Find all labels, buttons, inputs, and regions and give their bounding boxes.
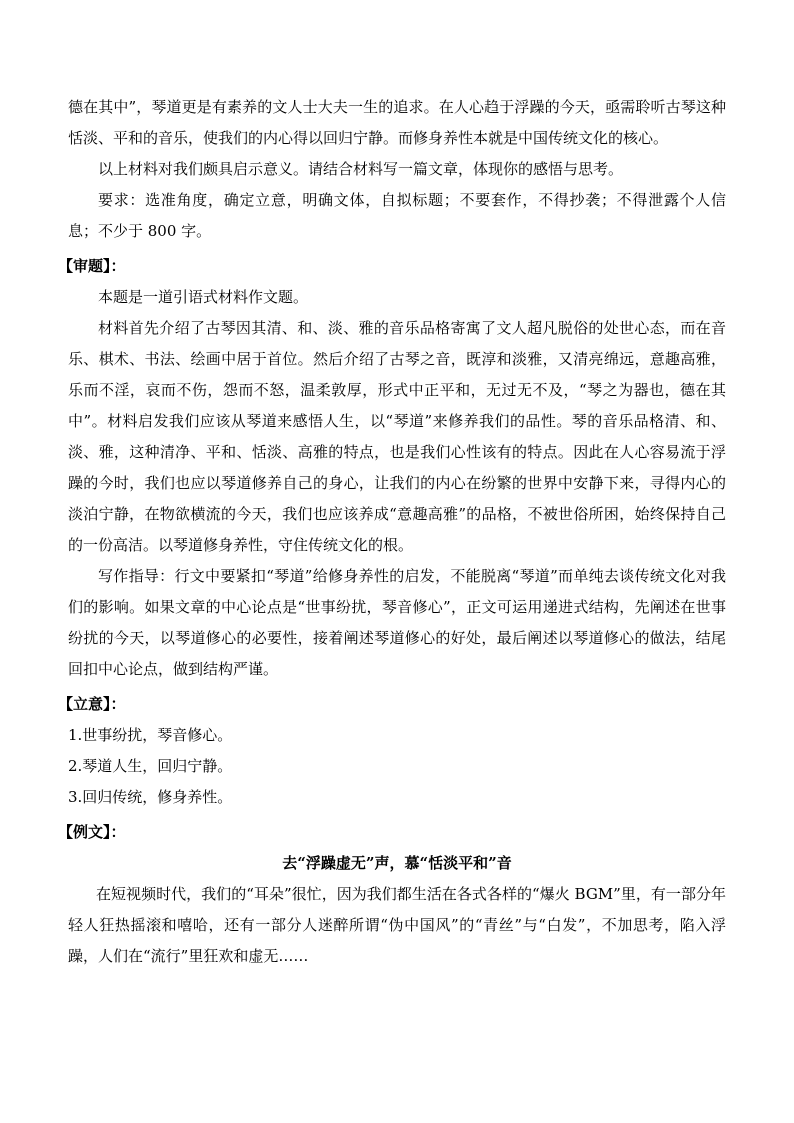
- analysis-paragraph-2: 材料首先介绍了古琴因其清、和、淡、雅的音乐品格寄寓了文人超凡脱俗的处世心态，而在音乐、棋术、书法、绘画中居于首位。然后介绍了古琴之音，既淳和淡雅，又清亮绵远，意趣高雅，乐而不淫，哀而不伤，怨而不怒，温柔敦厚，形式中正平和，无过无不及，“琴之为器也，德在其中”。材料启发我们应该从琴道来感悟人生，以“琴道”来修养我们的品性。琴的音乐品格清、和、淡、雅，这种清净、平和、恬淡、高雅的特点，也是我们心性该有的特点。因此在人心容易流于浮躁的今时，我们也应以琴道修养自己的身心，让我们的内心在纷繁的世界中安静下来，寻得内心的淡泊宁静，在物欲横流的今天，我们也应该养成“意趣高雅”的品格，不被世俗所困，始终保持自己的一份高洁。以琴道修身养性，守住传统文化的根。: [68, 319, 726, 554]
- analysis-heading: 【审题】：: [58, 257, 126, 275]
- idea-item-3: 3.回归传统，修身养性。: [68, 788, 233, 806]
- idea-item-2: 2.琴道人生，回归宁静。: [68, 757, 233, 775]
- ideas-heading: 【立意】：: [58, 695, 126, 713]
- analysis-paragraph-1: 本题是一道引语式材料作文题。: [98, 288, 309, 306]
- material-paragraph-continued: 德在其中”，琴道更是有素养的文人士大夫一生的追求。在人心趋于浮躁的今天，亟需聆听古琴这种恬淡、平和的音乐，使我们的内心得以回归宁静。而修身养性本就是中国传统文化的核心。: [68, 98, 726, 147]
- example-title: 去“浮躁虚无”声，慕“恬淡平和”音: [282, 854, 512, 872]
- material-instruction: 以上材料对我们颇具启示意义。请结合材料写一篇文章，体现你的感悟与思考。: [98, 160, 624, 178]
- example-paragraph-1: 在短视频时代，我们的“耳朵”很忙，因为我们都生活在各式各样的“爆火 BGM”里，有一部分年轻人狂热摇滚和嘻哈，还有一部分人迷醉所谓“伪中国风”的“青丝”与“白发”，不加思考，陷入浮躁，人们在“流行”里狂欢和虚无……: [68, 885, 726, 965]
- document-page: [58, 92, 726, 972]
- analysis-paragraph-3: 写作指导：行文中要紧扣“琴道”给修身养性的启发，不能脱离“琴道”而单纯去谈传统文化对我们的影响。如果文章的中心论点是“世事纷扰，琴音修心”，正文可运用递进式结构，先阐述在世事纷扰的今天，以琴道修心的必要性，接着阐述琴道修心的好处，最后阐述以琴道修心的做法，结尾回扣中心论点，做到结构严谨。: [68, 567, 726, 678]
- example-heading: 【例文】：: [58, 823, 126, 841]
- idea-item-1: 1.世事纷扰，琴音修心。: [68, 726, 233, 744]
- material-requirements: 要求：选准角度，确定立意，明确文体，自拟标题；不要套作，不得抄袭；不得泄露个人信息；不少于 800 字。: [68, 191, 726, 240]
